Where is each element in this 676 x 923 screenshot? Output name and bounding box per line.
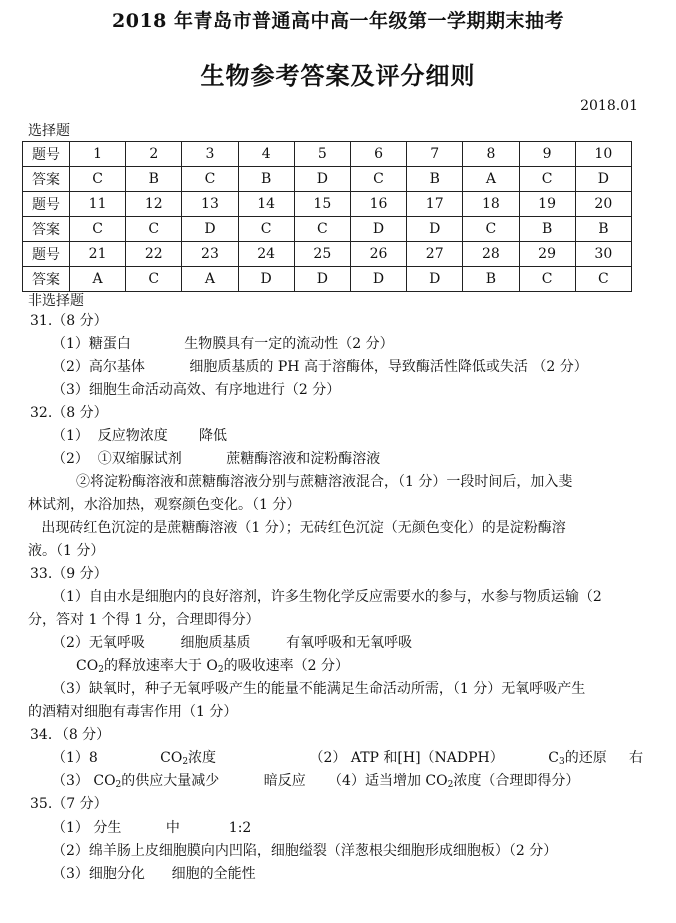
question-number-cell: 4 [238,142,294,167]
question-number-row [23,242,632,267]
question-number-cell: 14 [238,192,294,217]
question-number-label: 题号 [23,242,70,267]
q33-line-4 [76,656,349,680]
answer-cell: C [519,267,575,292]
question-number-cell: 18 [463,192,519,217]
answer-cell: D [407,217,463,242]
q32-line-3: ②将淀粉酶溶液和蔗糖酶溶液分别与蔗糖溶液混合，（1 分）一段时间后，加入斐 [76,474,573,490]
answer-cell: C [126,267,182,292]
q34-line-2-part-b: 的供应大量减少 暗反应 （4）适当增加 CO [121,773,448,789]
q35-heading: 35.（7 分） [30,796,108,812]
answer-cell: C [350,167,406,192]
q31-line-2: （2）高尔基体 细胞质基质的 PH 高于溶酶体，导致酶活性降低或失活 （2 分） [52,359,588,375]
question-number-cell: 12 [126,192,182,217]
question-number-cell: 24 [238,242,294,267]
answer-cell: D [294,267,350,292]
answer-row [23,267,632,292]
q32-heading: 32.（8 分） [30,405,108,421]
question-number-cell: 16 [350,192,406,217]
answer-cell: C [294,217,350,242]
document-title: 2018 年青岛市普通高中高一年级第一学期期末抽考 [112,10,564,32]
question-number-cell: 6 [350,142,406,167]
answer-label: 答案 [23,267,70,292]
q34-line-1-part-a: （1）8 CO [52,750,183,766]
answer-row [23,167,632,192]
answer-cell: C [182,167,238,192]
answer-cell: A [463,167,519,192]
answer-cell: B [519,217,575,242]
question-number-cell: 30 [575,242,631,267]
q35-line-2: （2）绵羊肠上皮细胞膜向内凹陷，细胞缢裂（洋葱根尖细胞形成细胞板）（2 分） [52,843,558,859]
q34-line-2 [52,771,579,795]
q34-line-1-part-b: 浓度 （2） ATP 和[H]（NADPH） C [188,750,559,766]
question-number-cell: 29 [519,242,575,267]
q34-line-2-sub-1: 2 [115,780,122,790]
question-number-cell: 20 [575,192,631,217]
document-date: 2018.01 [580,98,638,114]
answer-cell: C [70,167,126,192]
answer-cell: D [294,167,350,192]
q34-heading: 34．（8 分） [30,727,111,743]
answer-cell: C [70,217,126,242]
question-number-cell: 13 [182,192,238,217]
answer-cell: D [350,217,406,242]
q33-line-5: （3）缺氧时，种子无氧呼吸产生的能量不能满足生命活动所需，（1 分）无氧呼吸产生 [52,681,586,697]
answer-cell: C [126,217,182,242]
question-number-row [23,142,632,167]
question-number-row [23,192,632,217]
answer-cell: C [238,217,294,242]
answer-cell: A [70,267,126,292]
q32-line-5: 出现砖红色沉淀的是蔗糖酶溶液（1 分）；无砖红色沉淀（无颜色变化）的是淀粉酶溶 [28,520,566,536]
question-number-cell: 19 [519,192,575,217]
q32-line-2: （2） ①双缩脲试剂 蔗糖酶溶液和淀粉酶溶液 [52,451,381,467]
question-number-cell: 2 [126,142,182,167]
q32-line-1: （1） 反应物浓度 降低 [52,428,227,444]
answer-label: 答案 [23,167,70,192]
q34-line-2-part-c: 浓度（合理即得分） [453,773,580,789]
question-number-cell: 21 [70,242,126,267]
answer-cell: B [407,167,463,192]
answer-cell: D [407,267,463,292]
q31-line-1: （1）糖蛋白 生物膜具有一定的流动性（2 分） [52,336,394,352]
question-number-cell: 17 [407,192,463,217]
q33-heading: 33.（9 分） [30,566,108,582]
question-number-cell: 27 [407,242,463,267]
answer-cell: C [463,217,519,242]
question-number-cell: 28 [463,242,519,267]
answer-cell: B [575,217,631,242]
question-number-cell: 10 [575,142,631,167]
q34-line-2-sub-2: 2 [447,780,454,790]
question-number-cell: 7 [407,142,463,167]
q33-line-4-part-b: 的释放速率大于 O [103,658,218,674]
answer-table [22,141,632,292]
answer-label: 答案 [23,217,70,242]
mc-section-label: 选择题 [28,123,70,139]
question-number-cell: 22 [126,242,182,267]
answer-row [23,217,632,242]
question-number-cell: 23 [182,242,238,267]
answer-cell: C [575,267,631,292]
answer-cell: A [182,267,238,292]
question-number-cell: 3 [182,142,238,167]
q33-line-3: （2）无氧呼吸 细胞质基质 有氧呼吸和无氧呼吸 [52,635,413,651]
question-number-cell: 5 [294,142,350,167]
q32-line-6: 液。（1 分） [28,543,105,559]
question-number-label: 题号 [23,142,70,167]
q34-line-1-sub-1: 2 [182,757,189,767]
q33-line-6: 的酒精对细胞有毒害作用（1 分） [28,704,238,720]
answer-cell: B [126,167,182,192]
q34-line-1-part-c: 的还原 右 [564,750,643,766]
question-number-label: 题号 [23,192,70,217]
question-number-cell: 15 [294,192,350,217]
answer-cell: D [238,267,294,292]
q35-line-1: （1） 分生 中 1:2 [52,820,252,836]
answer-cell: D [575,167,631,192]
q33-line-1: （1）自由水是细胞内的良好溶剂，许多生物化学反应需要水的参与，水参与物质运输（2 [52,589,602,605]
answer-cell: D [182,217,238,242]
answer-cell: D [350,267,406,292]
q31-line-3: （3）细胞生命活动高效、有序地进行（2 分） [52,382,341,398]
q33-line-2: 分，答对 1 个得 1 分，合理即得分） [28,612,260,628]
q33-line-4-part-c: 的吸收速率（2 分） [223,658,349,674]
q35-line-3: （3）细胞分化 细胞的全能性 [52,866,256,882]
question-number-cell: 1 [70,142,126,167]
answer-cell: B [238,167,294,192]
question-number-cell: 11 [70,192,126,217]
nmc-section-label: 非选择题 [28,293,84,309]
q32-line-4: 林试剂，水浴加热，观察颜色变化。（1 分） [28,497,301,513]
q31-heading: 31.（8 分） [30,313,108,329]
q33-line-4-sub-2: 2 [217,665,224,675]
q33-line-4-sub-1: 2 [98,665,104,675]
question-number-cell: 8 [463,142,519,167]
q34-line-2-part-a: （3） CO [52,773,116,789]
question-number-cell: 9 [519,142,575,167]
q33-line-4-part-a: CO [76,658,99,674]
question-number-cell: 26 [350,242,406,267]
q34-line-1 [52,748,643,772]
answer-cell: B [463,267,519,292]
document-subtitle: 生物参考答案及评分细则 [200,61,476,90]
q34-line-1-sub-2: 3 [558,757,565,767]
question-number-cell: 25 [294,242,350,267]
answer-cell: C [519,167,575,192]
